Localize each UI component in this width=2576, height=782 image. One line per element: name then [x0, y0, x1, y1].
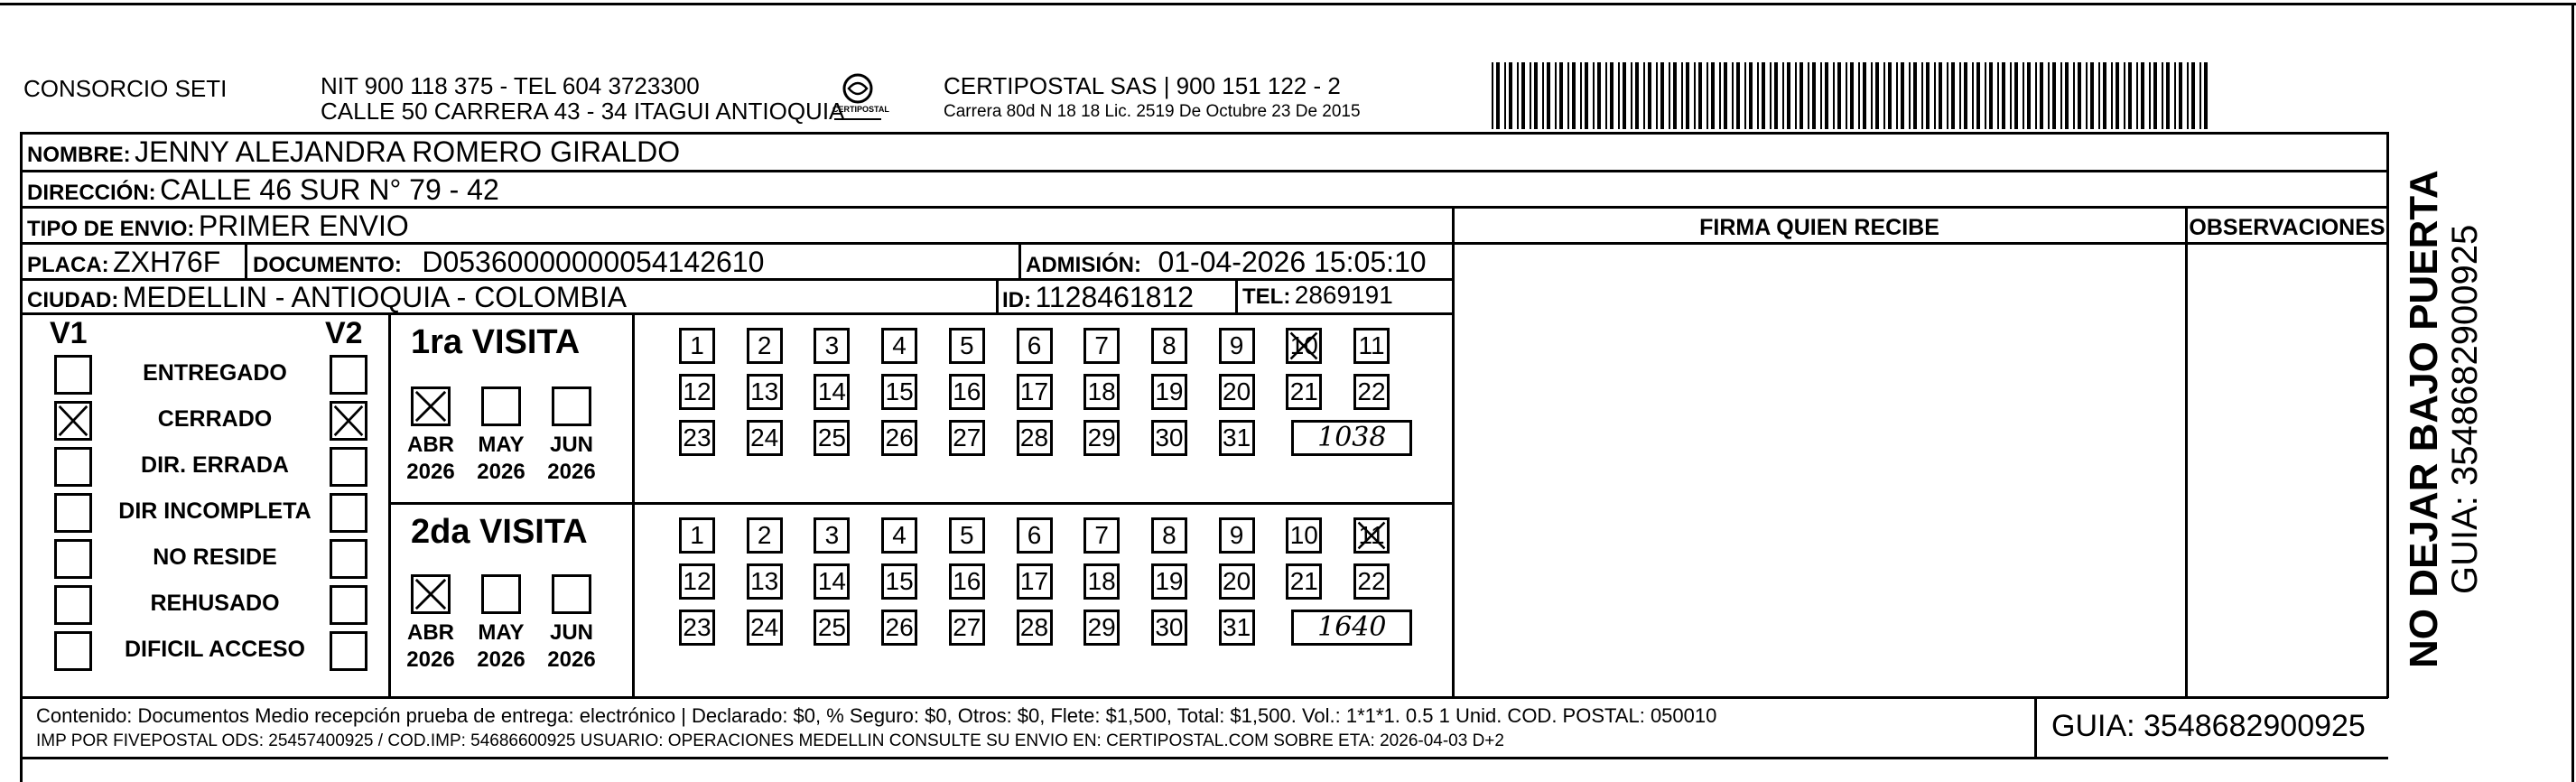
month-name: ABR — [407, 620, 454, 645]
nit-line: NIT 900 118 375 - TEL 604 3723300 — [321, 72, 700, 99]
month-year: 2026 — [406, 647, 455, 672]
day-box[interactable]: 25 — [814, 610, 850, 646]
day-box[interactable]: 22 — [1353, 374, 1390, 410]
barcode-bar — [1593, 62, 1595, 129]
x-mark-icon — [414, 577, 448, 611]
day-box[interactable]: 18 — [1083, 374, 1120, 410]
barcode-bar — [1648, 62, 1651, 129]
address-line: CALLE 50 CARRERA 43 - 34 ITAGUI ANTIOQUIA — [321, 98, 845, 125]
barcode-bar — [1509, 62, 1512, 129]
direccion-label: DIRECCIÓN: — [27, 181, 156, 205]
certipostal-logo — [829, 70, 887, 125]
direccion-row — [27, 173, 499, 207]
day-box[interactable]: 3 — [814, 517, 850, 554]
day-box[interactable]: 29 — [1083, 610, 1120, 646]
barcode-bar — [1951, 62, 1955, 129]
rule — [388, 312, 391, 698]
documento-row — [253, 246, 764, 279]
month-name: JUN — [549, 620, 593, 645]
day-box[interactable]: 30 — [1151, 420, 1187, 456]
month-checkbox[interactable] — [411, 386, 451, 426]
month-name: MAY — [478, 433, 525, 457]
month-year: 2026 — [477, 460, 525, 484]
barcode-bar — [2162, 62, 2163, 129]
barcode-bar — [1812, 62, 1816, 129]
barcode-bar — [1913, 62, 1917, 129]
barcode-bar — [1985, 62, 1986, 129]
ciudad-row — [27, 281, 627, 314]
barcode-bar — [2035, 62, 2037, 129]
admision-row — [1026, 246, 1427, 279]
day-box[interactable]: 12 — [679, 374, 715, 410]
day-box[interactable]: 26 — [881, 610, 917, 646]
v2-checkbox[interactable] — [330, 585, 367, 625]
status-option-label: DIFICIL ACCESO — [124, 637, 305, 662]
side-rotated — [2402, 163, 2492, 668]
rule — [20, 170, 2388, 172]
status-option-label: ENTREGADO — [143, 360, 287, 386]
month-label — [470, 432, 533, 486]
day-box[interactable]: 19 — [1151, 563, 1187, 600]
certipostal-line: CERTIPOSTAL SAS | 900 151 122 - 2 — [944, 72, 1341, 99]
day-box[interactable]: 23 — [679, 610, 715, 646]
rule — [20, 696, 2388, 699]
barcode-bar — [1833, 62, 1835, 129]
barcode-bar — [2090, 62, 2094, 129]
rule — [245, 242, 247, 278]
day-box[interactable]: 16 — [949, 563, 985, 600]
day-box[interactable]: 2 — [747, 517, 783, 554]
day-box[interactable]: 7 — [1083, 328, 1120, 364]
barcode-bar — [1686, 62, 1689, 129]
barcode-bar — [1850, 62, 1854, 129]
day-box[interactable]: 27 — [949, 420, 985, 456]
placa-value: ZXH76F — [113, 246, 221, 278]
month-checkbox[interactable] — [481, 574, 521, 614]
barcode-bar — [1517, 62, 1519, 129]
barcode-bar — [1567, 62, 1569, 129]
barcode-bar — [1858, 62, 1860, 129]
day-box[interactable]: 5 — [949, 328, 985, 364]
month-label — [470, 619, 533, 674]
barcode-bar — [1989, 62, 1993, 129]
rule — [20, 206, 2388, 209]
rule — [632, 312, 635, 698]
day-box[interactable]: 8 — [1151, 328, 1187, 364]
visit1-title: 1ra VISITA — [411, 323, 581, 361]
barcode-bar — [1736, 62, 1740, 129]
documento-value: D05360000000054142610 — [422, 246, 765, 278]
month-year: 2026 — [477, 647, 525, 672]
day-box[interactable]: 1 — [679, 517, 715, 554]
barcode-bar — [1643, 62, 1645, 129]
month-checkbox[interactable] — [411, 574, 451, 614]
day-box[interactable]: 23 — [679, 420, 715, 456]
barcode-bar — [2098, 62, 2100, 129]
day-number: 11 — [1358, 521, 1385, 549]
logo-text: CERTIPOSTAL — [832, 105, 889, 114]
barcode-bar — [2199, 62, 2201, 129]
day-box[interactable]: 10 — [1286, 517, 1322, 554]
barcode-bar — [1504, 62, 1506, 129]
v2-checkbox[interactable] — [330, 539, 367, 579]
handwritten-time[interactable]: 1640 — [1291, 610, 1412, 646]
footer-guia: GUIA: 3548682900925 — [2051, 709, 2366, 743]
v1-checkbox[interactable] — [54, 355, 92, 395]
barcode-bar — [1492, 62, 1493, 129]
barcode-bar — [2060, 62, 2062, 129]
v2-checkbox[interactable] — [330, 355, 367, 395]
barcode-bar — [1694, 62, 1696, 129]
month-checkbox[interactable] — [552, 574, 591, 614]
day-box[interactable]: 9 — [1219, 517, 1255, 554]
day-box[interactable]: 18 — [1083, 563, 1120, 600]
month-year: 2026 — [406, 460, 455, 484]
rule — [388, 502, 1454, 505]
day-box[interactable]: 30 — [1151, 610, 1187, 646]
month-checkbox[interactable] — [481, 386, 521, 426]
footer-line2: IMP POR FIVEPOSTAL ODS: 25457400925 / COD.IMP: 54686600925 USUARIO: OPERACIONES MEDELLIN CONSULTE SU ENVIO EN: CERTIPOSTAL.COM SOBRE ETA: 2026-04-03 D+2 — [36, 731, 1504, 750]
rule — [1018, 242, 1021, 278]
barcode-bar — [1947, 62, 1948, 129]
barcode-bar — [2116, 62, 2119, 129]
barcode-bar — [1618, 62, 1620, 129]
admision-label: ADMISIÓN: — [1026, 253, 1141, 277]
v1-checkbox[interactable] — [54, 585, 92, 625]
barcode-bar — [1757, 62, 1759, 129]
barcode-bar — [2048, 62, 2050, 129]
barcode-bar — [1669, 62, 1670, 129]
status-option-label: DIR INCOMPLETA — [118, 498, 312, 524]
day-box[interactable]: 28 — [1017, 610, 1053, 646]
barcode-bar — [1909, 62, 1911, 129]
barcode-bar — [1660, 62, 1664, 129]
day-box[interactable]: 20 — [1219, 563, 1255, 600]
status-option-label: REHUSADO — [150, 591, 280, 616]
barcode-bar — [1681, 62, 1683, 129]
month-name: ABR — [407, 433, 454, 457]
barcode-bar — [2078, 62, 2081, 129]
month-year: 2026 — [547, 460, 596, 484]
id-value: 1128461812 — [1035, 281, 1195, 313]
ciudad-label: CIUDAD: — [27, 288, 119, 312]
barcode-bar — [1631, 62, 1632, 129]
barcode-bar — [1846, 62, 1847, 129]
day-box[interactable]: 28 — [1017, 420, 1053, 456]
x-mark-icon — [332, 404, 365, 438]
barcode-bar — [1774, 62, 1778, 129]
v1-checkbox[interactable] — [54, 401, 92, 441]
day-box[interactable]: 17 — [1017, 563, 1053, 600]
barcode-bar — [1787, 62, 1790, 129]
barcode-bar — [1673, 62, 1677, 129]
barcode-bar — [1837, 62, 1841, 129]
barcode-bar — [2010, 62, 2012, 129]
v2-checkbox[interactable] — [330, 447, 367, 487]
barcode-bar — [1976, 62, 1980, 129]
barcode-bar — [2103, 62, 2106, 129]
day-box[interactable]: 31 — [1219, 420, 1255, 456]
month-label — [540, 619, 603, 674]
barcode-bar — [2136, 62, 2138, 129]
v1-checkbox[interactable] — [54, 493, 92, 533]
v1-label: V1 — [50, 316, 88, 350]
tel-row — [1242, 281, 1393, 310]
barcode-bar — [1896, 62, 1898, 129]
rule — [20, 132, 2388, 135]
day-box[interactable]: 6 — [1017, 328, 1053, 364]
barcode-bar — [1623, 62, 1626, 129]
day-number: 10 — [1289, 331, 1318, 359]
day-box[interactable]: 27 — [949, 610, 985, 646]
barcode-bar — [1997, 62, 1999, 129]
barcode-bar — [1959, 62, 1961, 129]
day-box[interactable]: 4 — [881, 517, 917, 554]
barcode-bar — [2111, 62, 2113, 129]
day-box[interactable]: 29 — [1083, 420, 1120, 456]
tipo-row — [27, 209, 409, 243]
barcode-bar — [1555, 62, 1557, 129]
v1-checkbox[interactable] — [54, 539, 92, 579]
barcode-bar — [2040, 62, 2043, 129]
barcode — [1492, 62, 2214, 129]
barcode-bar — [2052, 62, 2056, 129]
day-box[interactable]: 3 — [814, 328, 850, 364]
day-box[interactable]: 15 — [881, 374, 917, 410]
barcode-bar — [1926, 62, 1930, 129]
rule — [20, 757, 2388, 759]
license-line: Carrera 80d N 18 18 Lic. 2519 De Octubre 23 De 2015 — [944, 102, 1361, 121]
rule — [2386, 132, 2389, 698]
day-box[interactable]: 1 — [679, 328, 715, 364]
barcode-bar — [1888, 62, 1892, 129]
day-box[interactable]: 8 — [1151, 517, 1187, 554]
barcode-bar — [1559, 62, 1563, 129]
day-box[interactable]: 31 — [1219, 610, 1255, 646]
tel-value: 2869191 — [1294, 281, 1393, 309]
day-box[interactable]: 24 — [747, 610, 783, 646]
day-box[interactable]: 19 — [1151, 374, 1187, 410]
barcode-bar — [1656, 62, 1658, 129]
visit2-title: 2da VISITA — [411, 513, 588, 551]
top-border — [0, 3, 2576, 5]
barcode-bar — [1964, 62, 1967, 129]
barcode-bar — [2166, 62, 2170, 129]
barcode-bar — [1871, 62, 1873, 129]
barcode-bar — [1572, 62, 1576, 129]
barcode-bar — [1711, 62, 1715, 129]
observaciones-label: OBSERVACIONES — [2189, 215, 2385, 240]
barcode-bar — [1782, 62, 1784, 129]
no-dejar-text: NO DEJAR BAJO PUERTA — [2402, 170, 2446, 668]
barcode-bar — [1605, 62, 1607, 129]
barcode-bar — [1706, 62, 1708, 129]
barcode-bar — [1749, 62, 1753, 129]
barcode-bar — [2153, 62, 2157, 129]
status-option-label: NO RESIDE — [153, 545, 277, 570]
v1-checkbox[interactable] — [54, 631, 92, 671]
nombre-row — [27, 135, 680, 169]
day-box[interactable]: 14 — [814, 563, 850, 600]
barcode-bar — [1534, 62, 1538, 129]
month-label — [399, 432, 462, 486]
barcode-bar — [1934, 62, 1936, 129]
month-checkbox[interactable] — [552, 386, 591, 426]
id-row — [1002, 281, 1194, 314]
day-box[interactable]: 13 — [747, 374, 783, 410]
tel-label: TEL: — [1242, 284, 1291, 309]
barcode-bar — [2124, 62, 2125, 129]
barcode-bar — [2191, 62, 2195, 129]
barcode-bar — [1799, 62, 1803, 129]
barcode-bar — [1770, 62, 1772, 129]
barcode-bar — [2141, 62, 2144, 129]
barcode-bar — [1820, 62, 1822, 129]
day-box[interactable]: 21 — [1286, 374, 1322, 410]
month-name: MAY — [478, 620, 525, 645]
v1-checkbox[interactable] — [54, 447, 92, 487]
day-box[interactable]: 21 — [1286, 563, 1322, 600]
placa-label: PLACA: — [27, 253, 109, 277]
day-box[interactable]: 15 — [881, 563, 917, 600]
day-box[interactable]: 25 — [814, 420, 850, 456]
right-border — [2571, 3, 2574, 782]
barcode-bar — [1808, 62, 1809, 129]
day-box[interactable]: 4 — [881, 328, 917, 364]
barcode-bar — [1762, 62, 1765, 129]
barcode-bar — [1724, 62, 1727, 129]
barcode-bar — [2187, 62, 2189, 129]
nombre-label: NOMBRE: — [27, 143, 131, 167]
barcode-bar — [2128, 62, 2132, 129]
barcode-bar — [1732, 62, 1734, 129]
barcode-bar — [1610, 62, 1613, 129]
day-box[interactable] — [1353, 517, 1390, 554]
barcode-bar — [1530, 62, 1531, 129]
ciudad-value: MEDELLIN - ANTIOQUIA - COLOMBIA — [122, 281, 628, 313]
documento-label: DOCUMENTO: — [253, 253, 402, 277]
tipo-label: TIPO DE ENVIO: — [27, 217, 195, 241]
barcode-bar — [2023, 62, 2024, 129]
side-guia-text: GUIA: 3548682900925 — [2445, 224, 2485, 594]
day-box[interactable]: 20 — [1219, 374, 1255, 410]
placa-row — [27, 246, 220, 279]
barcode-bar — [1883, 62, 1885, 129]
barcode-bar — [2027, 62, 2031, 129]
barcode-bar — [2002, 62, 2005, 129]
rule — [2185, 206, 2188, 698]
admision-value: 01-04-2026 15:05:10 — [1158, 246, 1427, 278]
month-label — [399, 619, 462, 674]
barcode-bar — [1635, 62, 1639, 129]
day-box[interactable]: 26 — [881, 420, 917, 456]
rule — [1235, 278, 1238, 314]
id-label: ID: — [1002, 288, 1031, 312]
rule — [20, 312, 1454, 315]
barcode-bar — [1921, 62, 1923, 129]
barcode-bar — [1585, 62, 1588, 129]
day-box[interactable]: 16 — [949, 374, 985, 410]
x-mark-icon — [57, 404, 89, 438]
day-box[interactable]: 2 — [747, 328, 783, 364]
rule — [20, 696, 23, 782]
barcode-bar — [1901, 62, 1904, 129]
company-name: CONSORCIO SETI — [23, 75, 228, 102]
rule — [20, 132, 23, 698]
month-year: 2026 — [547, 647, 596, 672]
nombre-value: JENNY ALEJANDRA ROMERO GIRALDO — [135, 135, 681, 168]
barcode-bar — [1875, 62, 1879, 129]
month-name: JUN — [549, 433, 593, 457]
day-box[interactable]: 22 — [1353, 563, 1390, 600]
barcode-bar — [2174, 62, 2176, 129]
status-option-label: DIR. ERRADA — [141, 452, 289, 478]
day-box[interactable] — [1286, 328, 1322, 364]
barcode-bar — [1863, 62, 1866, 129]
footer-line1: Contenido: Documentos Medio recepción prueba de entrega: electrónico | Declarado: $0, % Seguro: $0, Otros: $0, Flete: $1,500, Total: $1,500. Vol.: 1*1*1. 0.5 1 Unid. COD. POSTAL: 050010 — [36, 704, 1717, 727]
handwritten-time[interactable]: 1038 — [1291, 420, 1412, 456]
rule — [20, 242, 1454, 245]
day-box[interactable]: 12 — [679, 563, 715, 600]
day-box[interactable]: 9 — [1219, 328, 1255, 364]
barcode-bar — [2086, 62, 2088, 129]
month-label — [540, 432, 603, 486]
barcode-bar — [1580, 62, 1582, 129]
barcode-bar — [2179, 62, 2182, 129]
day-box[interactable]: 5 — [949, 517, 985, 554]
direccion-value: CALLE 46 SUR N° 79 - 42 — [160, 173, 499, 206]
v2-checkbox[interactable] — [330, 631, 367, 671]
day-box[interactable]: 17 — [1017, 374, 1053, 410]
barcode-bar — [1496, 62, 1500, 129]
x-mark-icon — [414, 389, 448, 424]
v2-label: V2 — [325, 316, 363, 350]
day-box[interactable]: 11 — [1353, 328, 1390, 364]
rule — [996, 278, 999, 314]
barcode-bar — [1719, 62, 1721, 129]
barcode-bar — [2065, 62, 2069, 129]
v2-checkbox[interactable] — [330, 401, 367, 441]
barcode-bar — [1825, 62, 1828, 129]
day-box[interactable]: 13 — [747, 563, 783, 600]
day-box[interactable]: 24 — [747, 420, 783, 456]
day-box[interactable]: 14 — [814, 374, 850, 410]
rule — [1452, 242, 2388, 245]
barcode-bar — [2149, 62, 2151, 129]
barcode-bar — [1939, 62, 1942, 129]
v2-checkbox[interactable] — [330, 493, 367, 533]
day-box[interactable]: 7 — [1083, 517, 1120, 554]
barcode-bar — [1597, 62, 1601, 129]
barcode-bar — [2204, 62, 2208, 129]
barcode-bar — [1542, 62, 1544, 129]
barcode-bar — [1795, 62, 1797, 129]
barcode-bar — [1744, 62, 1746, 129]
barcode-bar — [2073, 62, 2075, 129]
firma-label: FIRMA QUIEN RECIBE — [1699, 215, 1939, 240]
barcode-bar — [1547, 62, 1550, 129]
barcode-bar — [1698, 62, 1702, 129]
tipo-value: PRIMER ENVIO — [198, 209, 409, 242]
day-box[interactable]: 6 — [1017, 517, 1053, 554]
barcode-bar — [2014, 62, 2018, 129]
status-option-label: CERRADO — [157, 406, 273, 432]
barcode-bar — [1972, 62, 1974, 129]
barcode-bar — [1521, 62, 1525, 129]
